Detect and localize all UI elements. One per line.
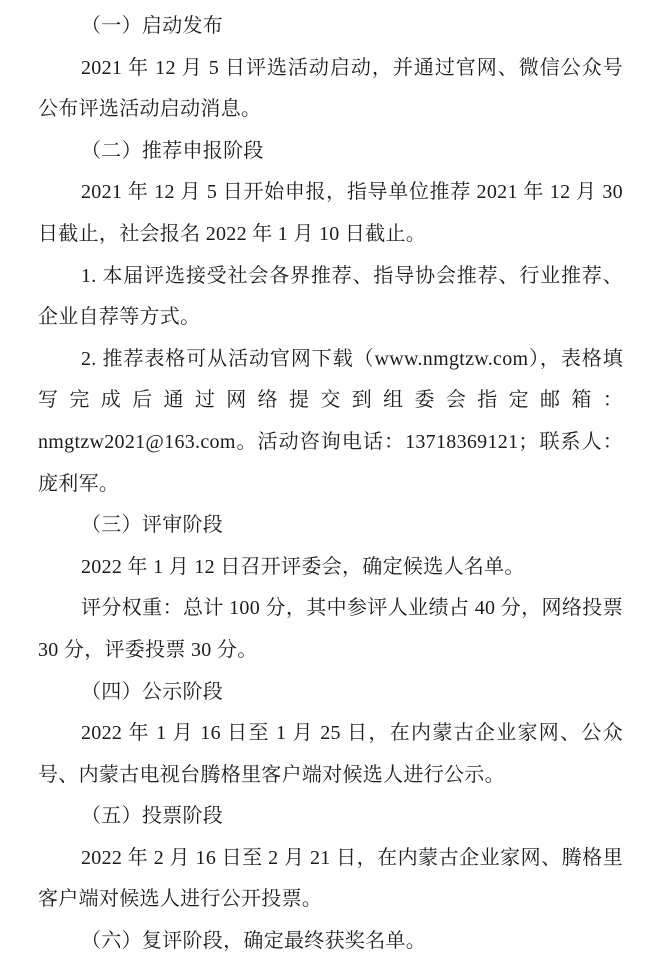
para-application-deadlines: 2021 年 12 月 5 日开始申报，指导单位推荐 2021 年 12 月 30 日截止，社会报名 2022 年 1 月 10 日截止。 [38, 181, 623, 245]
para-launch-details: 2021 年 12 月 5 日评选活动启动，并通过官网、微信公众号公布评选活动启动消息。 [38, 56, 623, 121]
para-publicity-details: 2022 年 1 月 16 日至 1 月 25 日，在内蒙古企业家网、公众号、内蒙古电视台腾格里客户端对候选人进行公示。 [38, 722, 623, 786]
section-heading-application: （二）推荐申报阶段 [81, 139, 264, 162]
section-heading-launch: （一）启动发布 [81, 15, 224, 37]
para-final-review: （六）复评阶段，确定最终获奖名单。 [81, 930, 427, 953]
para-scoring-weights: 评分权重：总计 100 分，其中参评人业绩占 40 分，网络投票 30 分，评委投票 30 分。 [38, 597, 623, 661]
section-heading-review: （三）评审阶段 [81, 514, 224, 537]
section-heading-publicity: （四）公示阶段 [81, 680, 224, 703]
para-voting-details: 2022 年 2 月 16 日至 2 月 21 日，在内蒙古企业家网、腾格里客户端对候选人进行公开投票。 [38, 846, 623, 911]
para-review-meeting: 2022 年 1 月 12 日召开评委会，确定候选人名单。 [81, 555, 525, 578]
para-form-download-contact: 2. 推荐表格可从活动官网下载（www.nmgtzw.com），表格填写完成后通过网络提交到组委会指定邮箱：nmgtzw2021@163.com。活动咨询电话：13718369121；联系人：庞利军。 [38, 347, 623, 495]
para-recommendation-channels: 1. 本届评选接受社会各界推荐、指导协会推荐、行业推荐、企业自荐等方式。 [38, 264, 623, 329]
section-heading-voting: （五）投票阶段 [81, 805, 224, 828]
